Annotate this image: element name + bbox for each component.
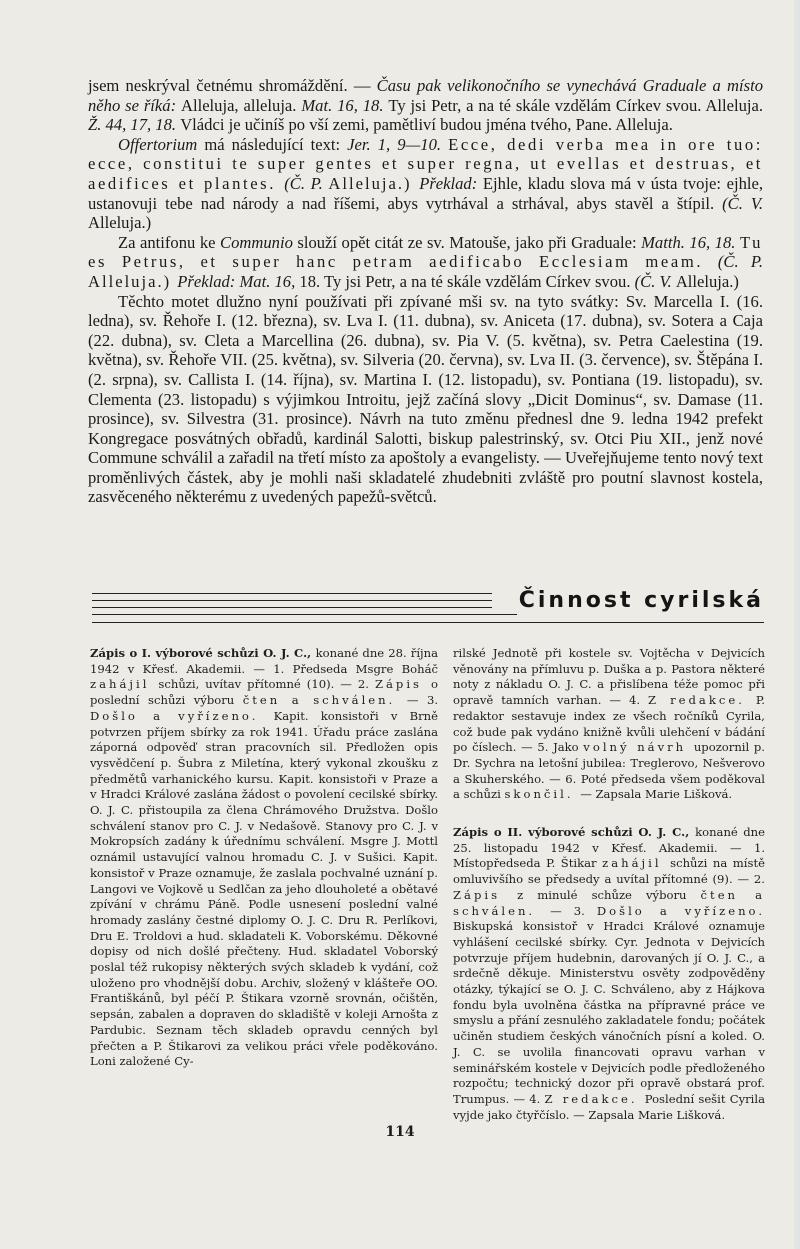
- text-run: volný návrh: [583, 740, 694, 755]
- minutes-second-meeting: [453, 825, 765, 1123]
- text-run: Zápis: [453, 887, 518, 902]
- text-run: (Č. V.: [634, 271, 676, 291]
- text-run: Kapit. konsistoři v Brně potvrzen příjem sbírky za rok 1941. Úřadu práce zaslána záporná odpověď stran pracovních sil. Předložen opis vysvědčení p. Šubra z Miletína, který vykonal zkoušku z předmětů varhanického kursu. Kapit. konsistoři v Praze a v Hradci Králové zaslána žádost o povolení cecilské sbírky. O. J. C. přistoupila za člena Chrámového Družstva. Došlo schválení stanov pro C. J. v Nedašově. Stanovy pro C. J. v Mokropsích zadány k úřednímu schválení. Msgre J. Mottl oznámil ustavující valnou hromadu C. J. v Sušici. Kapit. konsistoř v Praze oznamuje, že zaslala pochvalné uznání p. Langovi ve Vojkově u Sedlčan za jeho dlouholeté a obětavé zpívání v chrámu Páně. Podle usnesení poslední valné hromady zaslány čestné diplomy O. J. C. Dru R. Perlíkovi, Dru E. Troldovi a hud. skladateli K. Voborskému. Děkovné dopisy od nich došlé přečteny. Hud. skladatel Voborský poslal též rukopisy některých svých skladeb k vydání, což uloženo pro vhodnější dobu. Archiv, složený v klášteře OO. Františkánů, byl péčí P. Štikara vzorně srovnán, očištěn, sepsán, zabalen a dopraven do skladiště v koleji Arnošta z Pardubic. Seznam těch skladeb opravdu cenných byl přečten a P. Štikarovi za velikou práci vřele poděkováno. Loni založené Cy-: [90, 708, 438, 1069]
- text-run: Matth. 16, 18.: [641, 232, 740, 252]
- text-run: Z redakce.: [648, 693, 756, 708]
- text-run: Vládci je učiníš po vší zemi, pamětliví budou jména tvého, Pane. Alleluja.: [180, 115, 673, 135]
- text-run: čten a schválen.: [453, 887, 766, 918]
- paragraph-feast-days: [88, 292, 763, 508]
- text-run: Ejhle, kladu slova má v ústa tvoje: ejhle, ustanovuji tebe nad národy a nad říšemi, abys vytrhával a strhával, abys stavěl a štípil.: [88, 173, 763, 213]
- text-run: (Č. P.: [284, 173, 329, 193]
- text-run: Zápis o II. výborové schůzi O. J. C.,: [453, 825, 696, 840]
- text-run: Offertorium: [118, 134, 205, 154]
- text-run: Překlad: Mat. 16,: [177, 271, 300, 291]
- text-run: o poslední schůzi výboru: [90, 677, 438, 708]
- text-run: Jer. 1, 9—10.: [347, 134, 449, 154]
- text-run: Zápis o I. výborové schůzi O. J. C.,: [90, 646, 316, 660]
- text-run: slouží opět citát ze sv. Matouše, jako při Graduale:: [297, 232, 642, 252]
- text-run: Alleluja.): [328, 173, 420, 193]
- text-run: P. redaktor sestavuje index ze všech ročníků Cyrila, což bude pak vydáno knižně kvůli ulehčení v bádání po číslech. — 5. Jako: [453, 693, 765, 755]
- text-run: skončil.: [504, 787, 581, 802]
- text-run: Došlo a vyřízeno.: [596, 903, 766, 918]
- text-run: rilské Jednotě při kostele sv. Vojtěcha v Dejvicích věnovány na přímluvu p. Duška a p. Pastora některé noty z nákladu O. J. C. a přislíbena téže pomoc při opravě tamních varhan. — 4.: [453, 646, 765, 708]
- minutes-first-meeting: [90, 646, 438, 1070]
- text-run: jsem neskrýval četnému shromáždění. —: [88, 76, 377, 95]
- text-run: Překlad:: [419, 173, 483, 193]
- paragraph-graduale: [88, 76, 763, 135]
- text-run: 18. Ty jsi Petr, a na té skále vzdělám Církev svou.: [299, 271, 635, 291]
- text-run: Zápis: [374, 677, 432, 692]
- text-run: Biskupská konsistoř v Hradci Králové oznamuje vyhlášení cecilské sbírky. Cyr. Jednota v Dejvicích potvrzuje příjem hudebnin, darovaných jí O. J. C., a srdečně děkuje. Ministerstvu osvěty zodpověděny otázky, týkající se O. J. C. Schváleno, aby z Hájkova fondu byla uvolněna částka na přípravné práce ve smyslu a přání zesnulého zakladatele fondu; počátek učiněn studiem českých vánočních písní a koled. O. J. C. se uvolila financovati opravu varhan v seminářském kostele v Dejvicích podle předloženého rozpočtu; technický dozor při opravě obstará prof. Trumpus. — 4.: [453, 919, 765, 1106]
- text-run: Ecce, dedi verba mea in ore tuo: ecce, constitui te super gentes et super regna, ut evellas et destruas, et aedifices et plantes.: [88, 134, 763, 193]
- text-run: z minulé schůze výboru: [517, 887, 701, 902]
- text-run: (Č. V.: [722, 193, 763, 213]
- text-run: Těchto motet dlužno nyní používati při zpívané mši sv. na tyto svátky: Sv. Marcella I. (16. ledna), sv. Řehoře I. (12. března), sv. Lva I. (11. dubna), sv. Aniceta (17. dubna), sv. Sotera a Caja (22. dubna), sv. Cleta a Marcellina (26. dubna), sv. Pia V. (5. května), sv. Petra Caelestina (19. května), sv. Řehoře VII. (25. května), sv. Silveria (20. června), sv. Lva II. (3. července), sv. Štěpána I. (2. srpna), sv. Callista I. (14. října), sv. Martina I. (12. listopadu), sv. Pontiana (19. listopadu), sv. Clementa (23. listopadu) s výjimkou Introitu, jejž začíná slovy „Dicit Dominus“, sv. Damase (11. prosince), sv. Silvestra (31. prosince). Návrh na tuto změnu přednesl dne 9. ledna 1942 prefekt Kongregace posvátných obřadů, kardinál Salotti, biskup palestrinský, sv. Otci Piu XII., jenž nové Commune schválil a zařadil na třetí místo za apoštoly a evangelisty. — Uveřejňujeme tento nový text proměnlivých částek, aby je mohli naši skladatelé zhudebniti zvláště pro poutní slavnost kostela, zasvěceného některému z uvedených papežů-světců.: [88, 291, 763, 507]
- text-run: konané dne 25. listopadu 1942 v Křesť. Akademii. — 1. Místopředseda P. Štikar: [453, 825, 765, 871]
- text-run: — 3.: [406, 693, 439, 708]
- paragraph-offertorium: [88, 135, 763, 233]
- rule-line: [92, 607, 492, 608]
- text-run: Poslední sešit Cyrila vyjde jako čtyřčíslo. — Zapsala Marie Lišková.: [453, 1091, 765, 1122]
- text-run: — 3.: [550, 903, 597, 918]
- text-run: Communio: [220, 232, 298, 252]
- text-run: Z redakce.: [544, 1091, 645, 1106]
- text-run: Alleluja.): [88, 213, 152, 233]
- top-article-continuation: [88, 76, 763, 507]
- left-column: [90, 646, 438, 1070]
- page-number: 114: [385, 1124, 415, 1140]
- text-run: schůzi na místě omluvivšího se předsedy a uvítal přítomné (9). — 2.: [453, 856, 765, 887]
- rule-line: [92, 600, 492, 601]
- right-column: [453, 646, 765, 1123]
- text-run: Alleluja.): [88, 271, 178, 291]
- text-run: Ž. 44, 17, 18.: [88, 115, 181, 135]
- text-run: má následující text:: [204, 134, 348, 154]
- text-run: upozornil p. Dr. Sychra na letošní jubilea: Treglerovo, Nešverovo a Skuherského. — 6. Poté předseda všem poděkoval a schůzi: [453, 740, 765, 802]
- page-edge: [794, 0, 800, 1249]
- text-run: schůzi, uvítav přítomné (10). — 2.: [158, 677, 375, 692]
- text-run: čten a schválen.: [242, 693, 407, 708]
- text-run: (Č. P.: [717, 252, 763, 272]
- section-title: Činnost cyrilská: [517, 586, 764, 616]
- text-run: Mat. 16, 18.: [301, 95, 389, 115]
- text-run: zahájil: [602, 856, 671, 871]
- text-run: Došlo a vyřízeno.: [90, 708, 274, 723]
- text-run: Alleluja, alleluja.: [180, 95, 302, 115]
- text-run: — Zapsala Marie Lišková.: [580, 787, 733, 802]
- rule-line: [92, 593, 492, 594]
- text-run: Ty jsi Petr, a na té skále vzdělám Církev svou. Alleluja.: [388, 95, 763, 115]
- rule-line: [92, 622, 764, 623]
- text-run: konané dne 28. října 1942 v Křesť. Akademii. — 1. Předseda Msgre Boháč: [90, 646, 438, 676]
- text-run: Za antifonu ke: [118, 232, 221, 252]
- paragraph-communio: [88, 233, 763, 292]
- text-run: Času pak velikonočního se vynechává Graduale a místo něho se říká:: [88, 76, 763, 115]
- text-run: zahájil: [90, 677, 159, 692]
- minutes-first-meeting-continued: [453, 646, 765, 803]
- text-run: Alleluja.): [675, 271, 739, 291]
- section-heading: [92, 586, 764, 626]
- text-run: Tu es Petrus, et super hanc petram aedificabo Ecclesiam meam.: [88, 232, 764, 272]
